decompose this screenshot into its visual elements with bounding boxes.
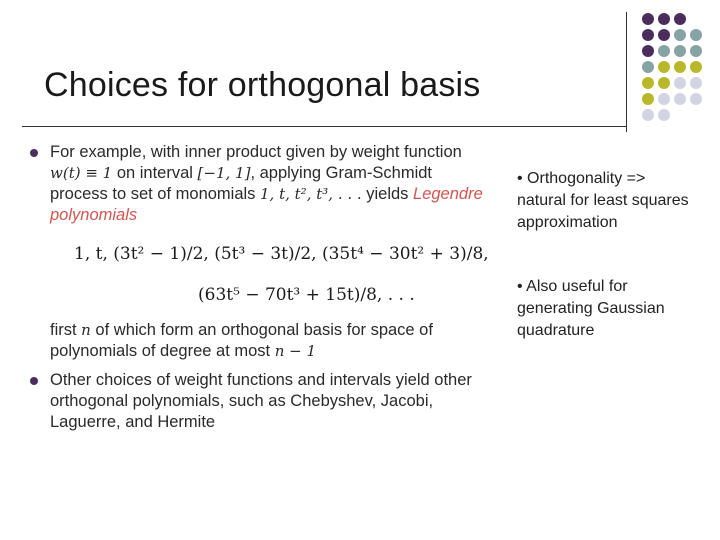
decorative-dot — [642, 45, 654, 57]
side-notes — [517, 168, 697, 342]
decorative-dot — [658, 93, 670, 105]
decorative-dot — [674, 13, 686, 25]
decorative-dot — [642, 93, 654, 105]
text-fragment: , applying Gram-Schmidt — [250, 164, 433, 182]
decorative-dot — [690, 77, 702, 89]
math-weight: w(t) ≡ 1 — [50, 164, 113, 182]
text-fragment: process to set of monomials — [50, 185, 261, 203]
title-underline — [22, 126, 626, 127]
decorative-dot — [674, 77, 686, 89]
decorative-dot — [674, 93, 686, 105]
text-fragment: on interval — [112, 164, 198, 182]
main-content — [30, 142, 490, 433]
side-note: • Also useful for generating Gaussian quadrature — [517, 278, 665, 339]
formula-line: 1, t, (3t² − 1)/2, (5t³ − 3t)/2, (35t⁴ − 30t² + 3)/8, — [74, 244, 489, 264]
bullet-item — [30, 142, 490, 362]
decorative-dot — [674, 61, 686, 73]
text-fragment: first — [50, 321, 82, 339]
text-line: For example, with inner product given by weight function — [50, 143, 462, 161]
decorative-dot — [658, 29, 670, 41]
decorative-dot — [642, 77, 654, 89]
decorative-dot — [674, 29, 686, 41]
vertical-divider — [626, 12, 627, 132]
math-n: n — [81, 321, 91, 339]
side-note: • Orthogonality => natural for least squares approximation — [517, 170, 689, 231]
math-nminus1: n − 1 — [274, 342, 317, 360]
text-fragment: yields — [361, 185, 414, 203]
decorative-dot — [658, 77, 670, 89]
formula-line: (63t⁵ − 70t³ + 15t)/8, . . . — [198, 285, 415, 305]
bullet-icon — [30, 149, 38, 157]
decorative-dot — [642, 13, 654, 25]
decorative-dot — [658, 45, 670, 57]
bullet-text: Other choices of weight functions and intervals yield other orthogonal polynomials, such as Chebyshev, Jacobi, Laguerre, and Hermite — [50, 371, 472, 431]
decorative-dot — [690, 45, 702, 57]
legendre-term: Legendre polynomials — [50, 185, 483, 224]
decorative-dot — [658, 13, 670, 25]
math-interval: [−1, 1] — [197, 164, 251, 182]
decorative-dot — [642, 29, 654, 41]
decorative-dot — [642, 109, 654, 121]
bullet-item — [30, 370, 490, 433]
text-fragment: of which form an orthogonal basis for space of — [90, 321, 433, 339]
decorative-dot — [690, 93, 702, 105]
bullet-icon — [30, 377, 38, 385]
decorative-dot — [674, 45, 686, 57]
decorative-dot — [690, 29, 702, 41]
page-title: Choices for orthogonal basis — [44, 66, 481, 104]
text-fragment: polynomials of degree at most — [50, 342, 275, 360]
decorative-dot — [642, 61, 654, 73]
decorative-dot — [690, 61, 702, 73]
math-monomials: 1, t, t², t³, . . . — [260, 185, 362, 203]
decorative-dot — [658, 109, 670, 121]
decorative-dot — [658, 61, 670, 73]
